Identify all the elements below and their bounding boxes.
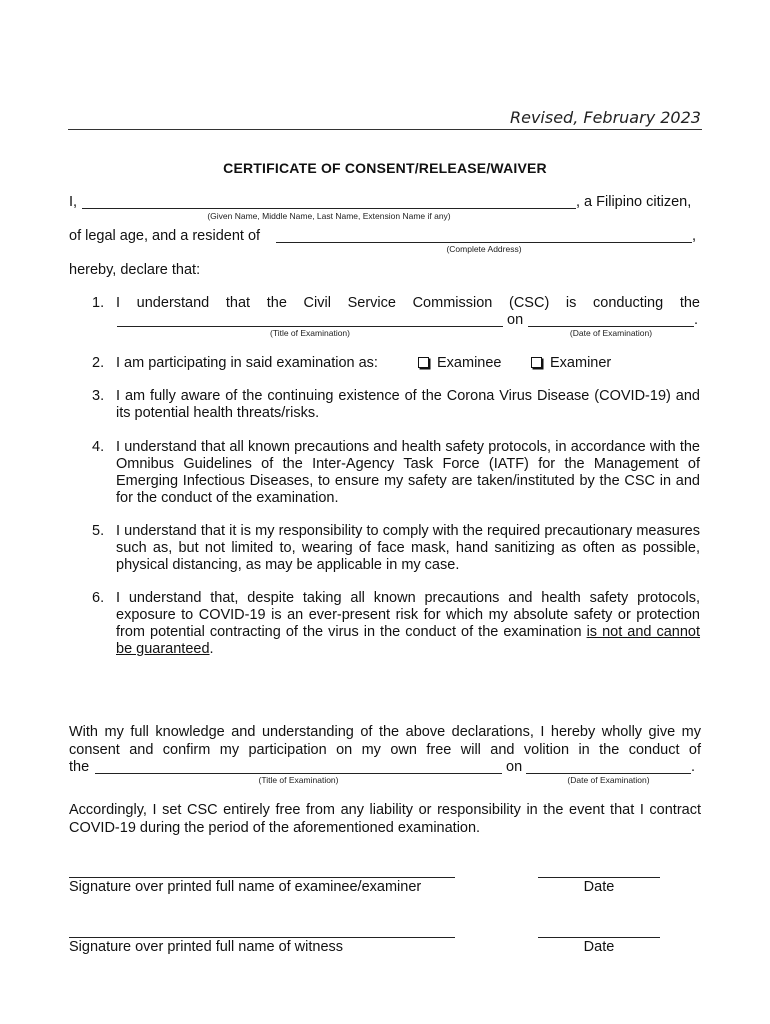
document-title: CERTIFICATE OF CONSENT/RELEASE/WAIVER	[223, 160, 547, 176]
item-5-number: 5.	[92, 523, 105, 539]
witness-date-line[interactable]	[538, 937, 660, 938]
item-6-body: I understand that, despite taking all known precautions and health safety protocols, exposure to COVID-19 is an ever-present risk for which my absolute safety or protection from potential contracting of the virus in the conduct of the examination	[116, 590, 700, 640]
examinee-option[interactable]	[418, 355, 501, 371]
name-caption: (Given Name, Middle Name, Last Name, Extension Name if any)	[207, 211, 451, 221]
examinee-date-label: Date	[583, 879, 615, 895]
exam-date-field-1[interactable]	[528, 326, 694, 327]
examiner-label: Examiner	[550, 355, 612, 371]
consent-period: .	[691, 759, 696, 775]
intro-i: I,	[69, 194, 78, 210]
examinee-label: Examinee	[437, 355, 502, 371]
item-4-text: I understand that all known precautions and health safety protocols, in accordance with the Omnibus Guidelines of the Inter-Agency Task Force (IATF) for the Management of Emerging Infectious Diseases, to ensure my safety are taken/instituted by the CSC in and for the conduct of the examination.	[116, 439, 700, 506]
item-2-text: I am participating in said examination as:	[116, 355, 378, 371]
witness-signature-label: Signature over printed full name of witness	[69, 939, 344, 955]
item-4-number: 4.	[92, 439, 105, 455]
item-1-on: on	[507, 312, 524, 328]
item-5-text: I understand that it is my responsibility to comply with the required precautionary measures such as, but not limited to, wearing of face mask, hand sanitizing as often as possible, physical distancing, as may be applicable in my case.	[116, 523, 700, 573]
examinee-checkbox[interactable]	[418, 357, 429, 368]
resident-comma: ,	[692, 228, 697, 244]
item-1-period: .	[694, 312, 699, 328]
examiner-option[interactable]	[531, 355, 611, 371]
resident-text: of legal age, and a resident of	[69, 228, 261, 244]
witness-date-label: Date	[583, 939, 615, 955]
item-6-underlined: is not and cannot be guaranteed	[116, 624, 701, 657]
examinee-date-line[interactable]	[538, 877, 660, 878]
revision-note: Revised, February 2023	[510, 108, 701, 127]
item-3-number: 3.	[92, 388, 105, 404]
consent-the: the	[69, 759, 90, 775]
item-6-number: 6.	[92, 590, 105, 606]
item-1-text: I understand that the Civil Service Commission (CSC) is conducting the	[116, 295, 700, 311]
declare-text: hereby, declare that:	[69, 262, 201, 278]
name-field[interactable]	[82, 208, 576, 209]
exam-title-caption-2: (Title of Examination)	[258, 775, 339, 785]
exam-title-field-2[interactable]	[95, 773, 502, 774]
address-caption: (Complete Address)	[446, 244, 522, 254]
exam-date-caption-2: (Date of Examination)	[567, 775, 650, 785]
item-6-period: .	[209, 641, 214, 657]
examinee-signature-label: Signature over printed full name of examinee/examiner	[69, 879, 422, 895]
header-rule	[68, 129, 702, 130]
exam-date-field-2[interactable]	[526, 773, 691, 774]
examinee-signature-line[interactable]	[69, 877, 455, 878]
examiner-checkbox[interactable]	[531, 357, 542, 368]
consent-on: on	[506, 759, 523, 775]
consent-text: With my full knowledge and understanding of the above declarations, I hereby wholly give my consent and confirm my participation on my own free will and volition in the conduct of	[69, 724, 701, 758]
exam-date-caption-1: (Date of Examination)	[569, 328, 653, 338]
citizen-text: , a Filipino citizen,	[576, 194, 692, 210]
item-6-text	[116, 590, 700, 658]
exam-title-field-1[interactable]	[117, 326, 503, 327]
address-field[interactable]	[276, 242, 692, 243]
release-text: Accordingly, I set CSC entirely free from any liability or responsibility in the event that I contract COVID-19 during the period of the aforementioned examination.	[69, 802, 701, 836]
witness-signature-line[interactable]	[69, 937, 455, 938]
item-3-text: I am fully aware of the continuing existence of the Corona Virus Disease (COVID-19) and its potential health threats/risks.	[116, 388, 700, 421]
item-2-number: 2.	[92, 355, 105, 371]
exam-title-caption-1: (Title of Examination)	[270, 328, 350, 338]
item-1-number: 1.	[92, 295, 105, 311]
